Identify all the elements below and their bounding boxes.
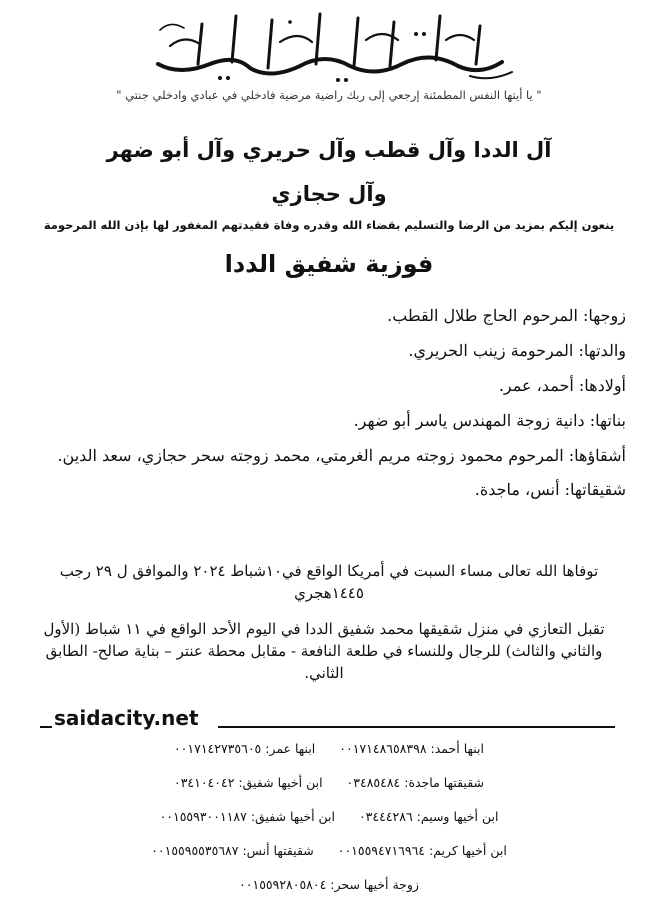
relative-mother: والدتها: المرحومة زينب الحريري. [408,341,626,360]
announcement-text: ينعون إليكم بمزيد من الرضا والتسليم بقضاء الله وقدره وفاة فقيدتهم المغفور لها بإذن الله المرحومة [43,218,615,232]
relative-daughters: بناتها: دانية زوجة المهندس ياسر أبو ضهر. [353,411,626,430]
condolence-info: تقبل التعازي في منزل شقيقها محمد شفيق الددا في اليوم الأحد الواقع في ١١ شباط (الأول والثاني والثالث) للرجال وللنساء في طلعة النافعة - مقابل محطة عنتر – بناية صالح- الطابق الثاني. [43,620,605,682]
relative-brothers: أشقاؤها: المرحوم محمود زوجته مريم الغرمتي، محمد زوجته سحر حجازي، سعد الدين. [57,446,626,465]
contact-entry: شقيقتها ماجدة: ٠٣٤٨٥٤٨٤ [346,775,484,790]
calligraphy-logo [140,6,520,86]
calligraphy-header [140,6,520,86]
relative-sisters: شقيقاتها: أنس، ماجدة. [474,480,626,499]
contact-entry: زوجة أخيها سحر: ٠٠١٥٥٩٢٨٠٥٨٠٤ [239,877,419,892]
deceased-name: فوزية شفيق الددا [224,250,434,278]
divider-long [218,726,615,728]
site-banner [40,706,615,732]
quran-verse: " يا أيتها النفس المطمئنة إرجعي إلى ربك راضية مرضية فادخلي في عبادي وادخلي جنتي " [116,88,542,102]
site-link[interactable]: saidacity.net [54,706,199,730]
contact-entry: ابنها أحمد: ٠٠١٧١٤٨٦٥٨٣٩٨ [339,741,485,756]
contact-row [20,740,638,774]
death-notice: توفاها الله تعالى مساء السبت في أمريكا الواقع في١٠شباط ٢٠٢٤ والموافق ل ٢٩ رجب ١٤٤٥هجري [59,562,599,602]
contact-entry: ابن أخيها شفيق: ٠٠١٥٥٩٣٠٠١١٨٧ [159,809,335,824]
family-names-line-1: آل الددا وآل قطب وآل حريري وآل أبو ضهر [106,138,552,162]
contact-entry: ابن أخيها شفيق: ٠٣٤١٠٤٠٤٢ [173,775,323,790]
relative-sons: أولادها: أحمد، عمر. [498,376,626,395]
contact-entry: ابن أخيها وسيم: ٠٣٤٤٤٢٨٦ [358,809,499,824]
family-names [20,128,638,216]
contact-entry: ابنها عمر: ٠٠١٧١٤٢٧٣٥٦٠٥ [173,741,316,756]
family-names-line-2: وآل حجازي [271,182,387,206]
contact-entry: ابن أخيها كريم: ٠٠١٥٥٩٤٧١٦٩٦٤ [337,843,507,858]
relative-husband: زوجها: المرحوم الحاج طلال القطب. [387,306,626,325]
contact-row [20,808,638,842]
divider-short [40,726,52,728]
contact-row [20,842,638,876]
contacts-list [20,740,638,910]
contact-row [20,774,638,808]
contact-row [20,876,638,910]
contact-entry: شقيقتها أنس: ٠٠١٥٥٩٥٥٣٥٦٨٧ [151,843,314,858]
relatives-list [26,304,626,513]
